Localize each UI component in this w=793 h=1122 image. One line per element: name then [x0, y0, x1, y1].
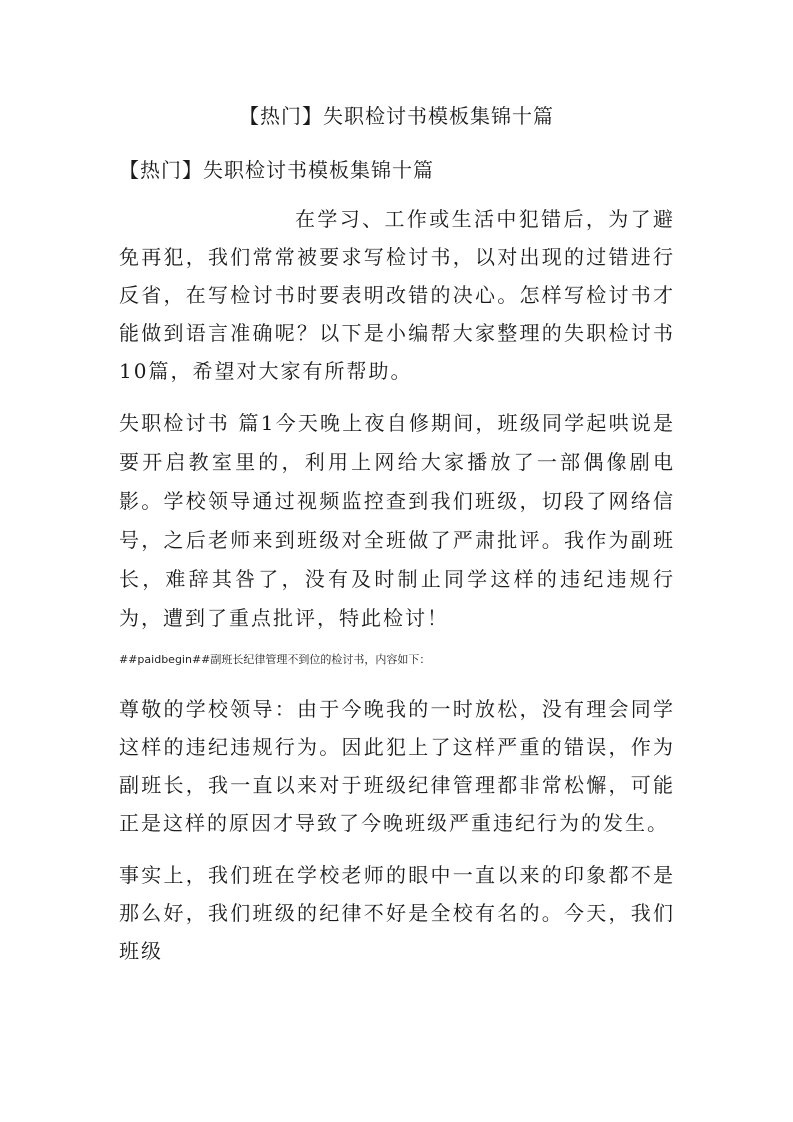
- paragraph-2: 尊敬的学校领导：由于今晚我的一时放松，没有理会同学这样的违纪违规行为。因此犯上了这样严重的错误，作为副班长，我一直以来对于班级纪律管理都非常松懈，可能正是这样的原因才导致了今晚班级严重违纪行为的发生。: [119, 697, 675, 835]
- paragraph-3: 事实上，我们班在学校老师的眼中一直以来的印象都不是那么好，我们班级的纪律不好是全校有名的。今天，我们班级: [119, 863, 675, 963]
- section1-paragraph: [119, 404, 675, 638]
- document-title: 【热门】失职检讨书模板集锦十篇: [239, 104, 554, 128]
- intro-paragraph: 在学习、工作或生活中犯错后，为了避免再犯，我们常常被要求写检讨书，以对出现的过错进行反省，在写检讨书时要表明改错的决心。怎样写检讨书才能做到语言准确呢？以下是小编帮大家整理的失职检讨书10篇，希望对大家有所帮助。: [119, 207, 675, 383]
- document-body: [119, 154, 675, 984]
- document-subtitle: 【热门】失职检讨书模板集锦十篇: [119, 158, 434, 182]
- section1-heading: 失职检讨书 篇1: [119, 411, 276, 435]
- paid-note: ##paidbegin##副班长纪律管理不到位的检讨书，内容如下：: [119, 653, 431, 666]
- section1-text: 今天晚上夜自修期间，班级同学起哄说是要开启教室里的，利用上网给大家播放了一部偶像剧电影。学校领导通过视频监控查到我们班级，切段了网络信号，之后老师来到班级对全班做了严肃批评。我作为副班长，难辞其咎了，没有及时制止同学这样的违纪违规行为，遭到了重点批评，特此检讨！: [119, 411, 676, 630]
